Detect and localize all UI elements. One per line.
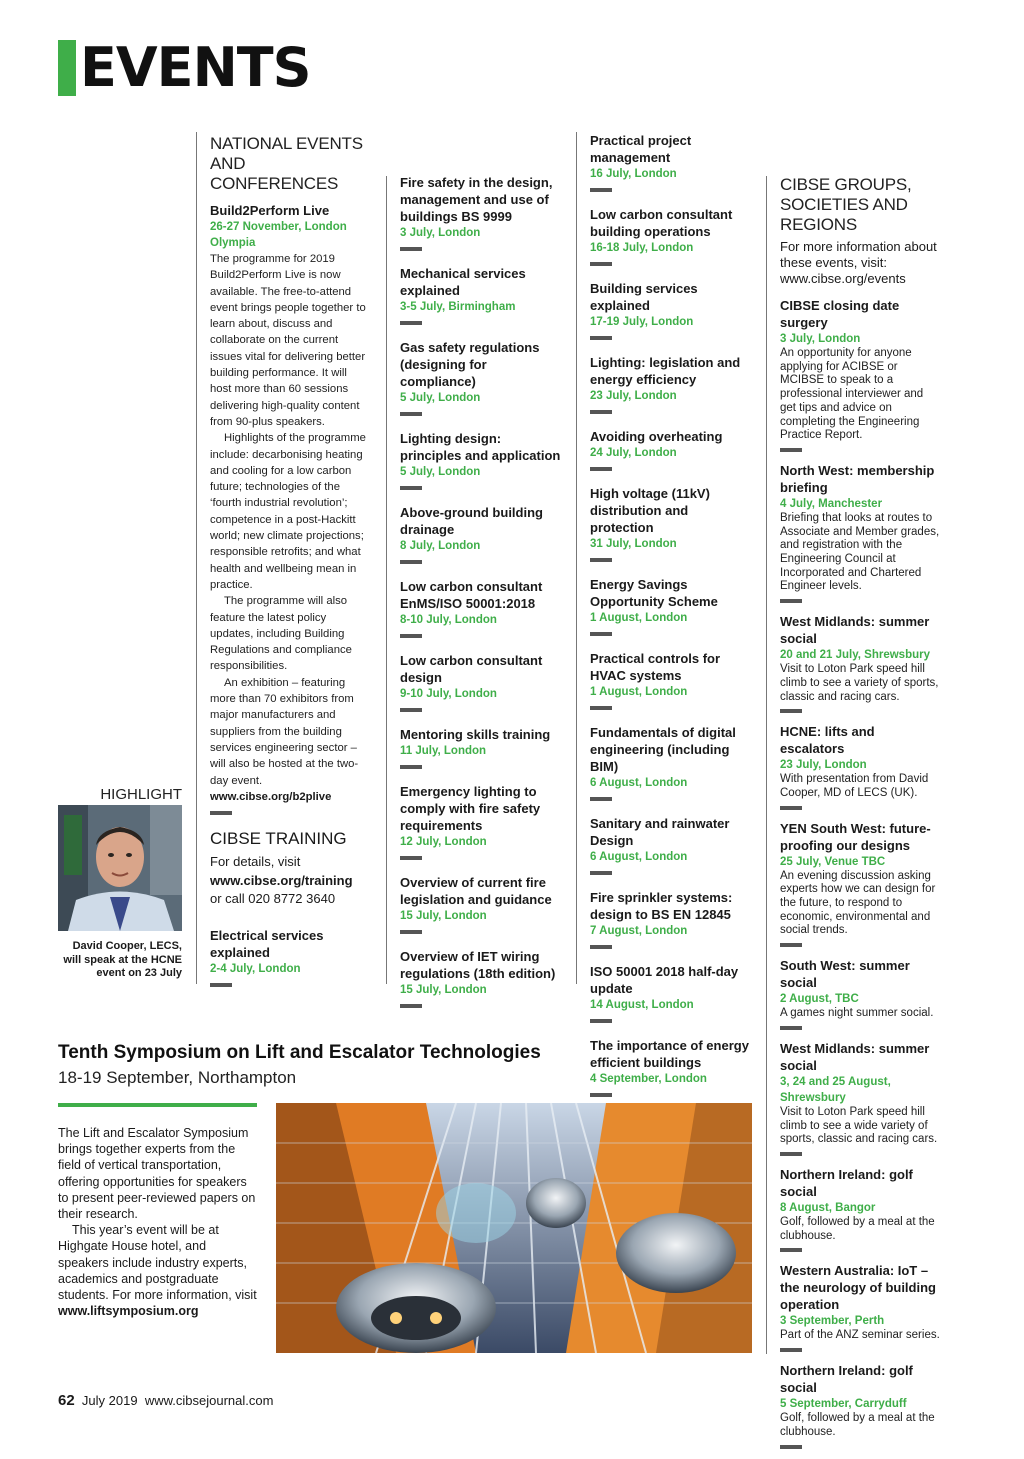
event-date: 15 July, London — [400, 910, 487, 922]
event-item — [780, 613, 940, 713]
training-details: For details, visit — [210, 854, 301, 870]
event-date: 1 August, London — [590, 686, 688, 698]
event-item — [780, 1040, 940, 1156]
event-date: 4 September, London — [590, 1073, 707, 1085]
page-title: EVENTS — [80, 36, 311, 99]
build2perform-paragraph: The programme for 2019 Build2Perform Live is now available. The free-to-attend event brings people together to learn about, discuss and collaborate on the current issues vital for delivering better building performance. It will host more than 60 sessions delivering high-quality content from 90-plus speakers. — [210, 253, 366, 428]
separator-dash — [400, 247, 422, 251]
separator-dash — [400, 856, 422, 860]
separator-dash — [210, 983, 232, 987]
groups-heading: CIBSE GROUPS, SOCIETIES AND REGIONS — [780, 175, 912, 234]
event-date: 2 August, TBC — [780, 993, 859, 1006]
event-item — [400, 948, 565, 1008]
event-item — [590, 576, 755, 636]
event-date: 3-5 July, Birmingham — [400, 301, 516, 313]
separator-dash — [400, 486, 422, 490]
build2perform-paragraph: The programme will also feature the latest policy updates, including Building Regulations and compliance responsibilities. — [210, 595, 352, 673]
event-date: 11 July, London — [400, 745, 487, 757]
event-item — [590, 280, 755, 340]
separator-dash — [590, 871, 612, 875]
event-date: 12 July, London — [400, 836, 487, 848]
event-title: Northern Ireland: golf social — [780, 1166, 913, 1199]
event-description: With presentation from David Cooper, MD of LECS (UK). — [780, 773, 929, 799]
event-date: 23 July, London — [780, 759, 867, 772]
separator-dash — [780, 709, 802, 713]
event-title: Low carbon consultant EnMS/ISO 50001:2018 — [400, 579, 543, 611]
event-title: North West: membership briefing — [780, 462, 935, 495]
event-title: Energy Savings Opportunity Scheme — [590, 577, 718, 609]
event-item — [400, 874, 565, 934]
separator-dash — [780, 943, 802, 947]
journal-site[interactable]: www.cibsejournal.com — [144, 1393, 274, 1408]
event-date: 23 July, London — [590, 390, 677, 402]
event-date: 16-18 July, London — [590, 242, 694, 254]
separator-dash — [590, 632, 612, 636]
event-date: 20 and 21 July, Shrewsbury — [780, 649, 930, 662]
event-title: Fire safety in the design, management and use of buildings BS 9999 — [400, 175, 553, 224]
event-date: 3 July, London — [400, 227, 481, 239]
training-column-3 — [590, 132, 755, 1111]
event-item — [590, 963, 755, 1023]
event-date: 25 July, Venue TBC — [780, 855, 886, 868]
event-title: Mechanical services explained — [400, 266, 526, 298]
training-column-2 — [400, 174, 565, 1022]
separator-dash — [780, 1152, 802, 1156]
column-divider — [576, 132, 577, 984]
training-phone: or call 020 8772 3640 — [210, 891, 336, 907]
event-date: 6 August, London — [590, 851, 688, 863]
event-item — [590, 206, 755, 266]
event-title: Overview of IET wiring regulations (18th edition) — [400, 949, 556, 981]
event-item — [400, 504, 565, 564]
separator-dash — [590, 467, 612, 471]
event-title: Lighting design: principles and application — [400, 431, 561, 463]
lift-shaft-image — [276, 1103, 752, 1353]
event-description: An opportunity for anyone applying for ACIBSE or MCIBSE to speak to a professional interviewer and get tips and advice on completing the Engineering Practice Report. — [780, 347, 924, 442]
event-title: Above-ground building drainage — [400, 505, 543, 537]
event-item — [400, 726, 565, 769]
separator-dash — [590, 797, 612, 801]
event-item — [780, 462, 940, 603]
separator-dash — [780, 1348, 802, 1352]
event-title: Mentoring skills training — [400, 727, 551, 742]
event-title: Emergency lighting to comply with fire safety requirements — [400, 784, 541, 833]
symposium-accent-rule — [58, 1103, 257, 1107]
separator-dash — [400, 930, 422, 934]
event-date: 3 July, London — [780, 333, 861, 345]
column-divider — [196, 132, 197, 984]
build2perform-paragraph: Highlights of the programme include: decarbonising heating and cooling for a low carbon future; technologies of the ‘fourth industrial revolution’; competence in a post-Hackitt world; new climate projections; responsible retrofits; and what health and wellbeing mean in practice. — [210, 432, 366, 591]
separator-dash — [400, 412, 422, 416]
event-title: Fire sprinkler systems: design to BS EN 12845 — [590, 890, 733, 922]
separator-dash — [400, 321, 422, 325]
event-description: Visit to Loton Park speed hill climb to see a wide variety of sports, classic and racing cars. — [780, 1105, 938, 1146]
event-title: Low carbon consultant building operations — [590, 207, 733, 239]
event-description: Briefing that looks at routes to Associate and Member grades, and registration with the Engineering Council at Incorporated and Chartered Engineer levels. — [780, 511, 940, 593]
event-date: 4 July, Manchester — [780, 497, 883, 510]
separator-dash — [590, 336, 612, 340]
event-date: 8-10 July, London — [400, 614, 497, 626]
separator-dash — [400, 708, 422, 712]
event-item — [590, 815, 755, 875]
event-item — [400, 652, 565, 712]
separator-dash — [210, 811, 232, 815]
build2perform-date: 26-27 November, London Olympia — [210, 221, 347, 249]
separator-dash — [590, 558, 612, 562]
event-item — [590, 1037, 755, 1097]
event-title: The importance of energy efficient buildings — [590, 1038, 749, 1070]
build2perform-link[interactable]: www.cibse.org/b2plive — [210, 790, 332, 803]
title-accent-bar — [58, 40, 76, 96]
symposium-title: Tenth Symposium on Lift and Escalator Technologies — [58, 1042, 541, 1063]
event-title: Practical controls for HVAC systems — [590, 651, 721, 683]
speaker-portrait-image — [58, 805, 182, 931]
event-date: 6 August, London — [590, 777, 688, 789]
separator-dash — [590, 706, 612, 710]
event-title: CIBSE closing date surgery — [780, 298, 900, 330]
event-title: ISO 50001 2018 half-day update — [590, 964, 739, 996]
elevator-atrium-illustration — [276, 1103, 752, 1353]
separator-dash — [590, 188, 612, 192]
event-title: West Midlands: summer social — [780, 614, 930, 647]
separator-dash — [400, 560, 422, 564]
event-title: Building services explained — [590, 281, 698, 313]
separator-dash — [780, 1026, 802, 1030]
event-item — [590, 724, 755, 801]
event-item — [780, 1262, 940, 1352]
event-date: 9-10 July, London — [400, 688, 497, 700]
event-date: 3 September, Perth — [780, 1315, 885, 1328]
issue-date: July 2019 — [81, 1393, 138, 1408]
groups-intro: For more information about these events, visit: www.cibse.org/events — [780, 239, 937, 286]
event-description: A games night summer social. — [780, 1007, 934, 1020]
event-title: Low carbon consultant design — [400, 653, 543, 685]
speaker-photo — [58, 805, 182, 931]
event-item — [780, 820, 940, 948]
column-divider — [386, 176, 387, 984]
event-item — [400, 578, 565, 638]
event-item — [590, 889, 755, 949]
event-date: 17-19 July, London — [590, 316, 694, 328]
separator-dash — [590, 262, 612, 266]
event-date: 31 July, London — [590, 538, 677, 550]
event-title: Northern Ireland: golf social — [780, 1363, 913, 1396]
event-item — [400, 783, 565, 860]
separator-dash — [400, 765, 422, 769]
event-item — [590, 354, 755, 414]
event-item — [400, 339, 565, 416]
event-item — [400, 430, 565, 490]
separator-dash — [590, 1019, 612, 1023]
separator-dash — [400, 634, 422, 638]
event-item — [400, 174, 565, 251]
highlight-label: HIGHLIGHT — [100, 786, 182, 803]
event-date: 8 July, London — [400, 540, 481, 552]
separator-dash — [590, 410, 612, 414]
event-item — [780, 723, 940, 809]
event-title: Practical project management — [590, 133, 692, 165]
event-date: 5 July, London — [400, 392, 481, 404]
separator-dash — [590, 1093, 612, 1097]
symposium-text — [58, 1125, 258, 1319]
national-events-column — [210, 134, 370, 1001]
event-item — [780, 297, 940, 452]
separator-dash — [780, 806, 802, 810]
separator-dash — [780, 448, 802, 452]
build2perform-title: Build2Perform Live — [210, 203, 330, 218]
symposium-paragraph: The Lift and Escalator Symposium brings together experts from the field of vertical transportation, offering opportunities for speakers to present peer-reviewed papers on their research. — [58, 1126, 256, 1222]
event-item — [780, 1362, 940, 1448]
symposium-link[interactable]: www.liftsymposium.org — [58, 1304, 199, 1319]
symposium-paragraph: This year’s event will be at Highgate House hotel, and speakers include industry experts, academics and postgraduate students. For more information, visit www.liftsymposium.org — [58, 1223, 257, 1319]
event-title: Western Australia: IoT – the neurology of building operation — [780, 1263, 936, 1313]
event-date: 16 July, London — [590, 168, 677, 180]
event-description: Part of the ANZ seminar series. — [780, 1329, 940, 1342]
build2perform-paragraph: An exhibition – featuring more than 70 exhibitors from major manufacturers and suppliers from the building services engineering sector – will also be hosted at the two-day event. — [210, 676, 359, 787]
event-date: 24 July, London — [590, 447, 677, 459]
event-date: 7 August, London — [590, 925, 688, 937]
photo-caption: David Cooper, LECS, will speak at the HCNE event on 23 July — [63, 940, 182, 979]
event-description: Visit to Loton Park speed hill climb to see a variety of sports, classic and racing cars. — [780, 663, 939, 703]
training-link[interactable]: www.cibse.org/training — [210, 872, 353, 888]
separator-dash — [780, 1248, 802, 1252]
national-events-heading: NATIONAL EVENTS AND CONFERENCES — [210, 134, 363, 193]
event-date: 5 September, Carryduff — [780, 1398, 907, 1411]
event-item — [780, 957, 940, 1030]
event-date: 1 August, London — [590, 612, 688, 624]
event-description: An evening discussion asking experts how we can design for the future, to respond to economic, environmental and social trends. — [780, 869, 936, 937]
separator-dash — [590, 945, 612, 949]
event-title: Gas safety regulations (designing for compliance) — [400, 340, 540, 389]
event-item — [590, 485, 755, 562]
event-item — [400, 265, 565, 325]
training-heading: CIBSE TRAINING — [210, 829, 347, 849]
event-title: West Midlands: summer social — [780, 1040, 930, 1073]
event-title: Avoiding overheating — [590, 429, 723, 444]
event-title: HCNE: lifts and escalators — [780, 724, 875, 757]
event-item — [590, 428, 755, 471]
event-title: High voltage (11kV) distribution and protection — [590, 486, 710, 535]
page-footer — [58, 1392, 273, 1409]
event-title: Sanitary and rainwater Design — [590, 816, 730, 848]
event-title: South West: summer social — [780, 958, 910, 991]
separator-dash — [400, 1004, 422, 1008]
symposium-subtitle: 18-19 September, Northampton — [58, 1068, 297, 1087]
event-item — [780, 1166, 940, 1252]
column-divider — [766, 176, 767, 1354]
event-title: Fundamentals of digital engineering (including BIM) — [590, 725, 736, 774]
event-description: Golf, followed by a meal at the clubhouse. — [780, 1215, 935, 1242]
event-date: 14 August, London — [590, 999, 694, 1011]
event-title: Overview of current fire legislation and guidance — [400, 875, 552, 907]
separator-dash — [780, 599, 802, 603]
event-item — [590, 650, 755, 710]
event-date: 2-4 July, London — [210, 962, 301, 975]
event-description: Golf, followed by a meal at the clubhouse. — [780, 1412, 935, 1438]
event-date: 15 July, London — [400, 984, 487, 996]
event-title: Lighting: legislation and energy efficiency — [590, 355, 741, 387]
event-item — [590, 132, 755, 192]
event-title: YEN South West: future-proofing our designs — [780, 820, 931, 853]
event-date: 5 July, London — [400, 466, 481, 478]
event-date: 3, 24 and 25 August, Shrewsbury — [780, 1075, 891, 1104]
event-title: Electrical services explained — [210, 927, 324, 960]
event-date: 8 August, Bangor — [780, 1201, 876, 1214]
groups-column — [780, 175, 940, 1459]
page-number: 62 — [58, 1392, 75, 1409]
